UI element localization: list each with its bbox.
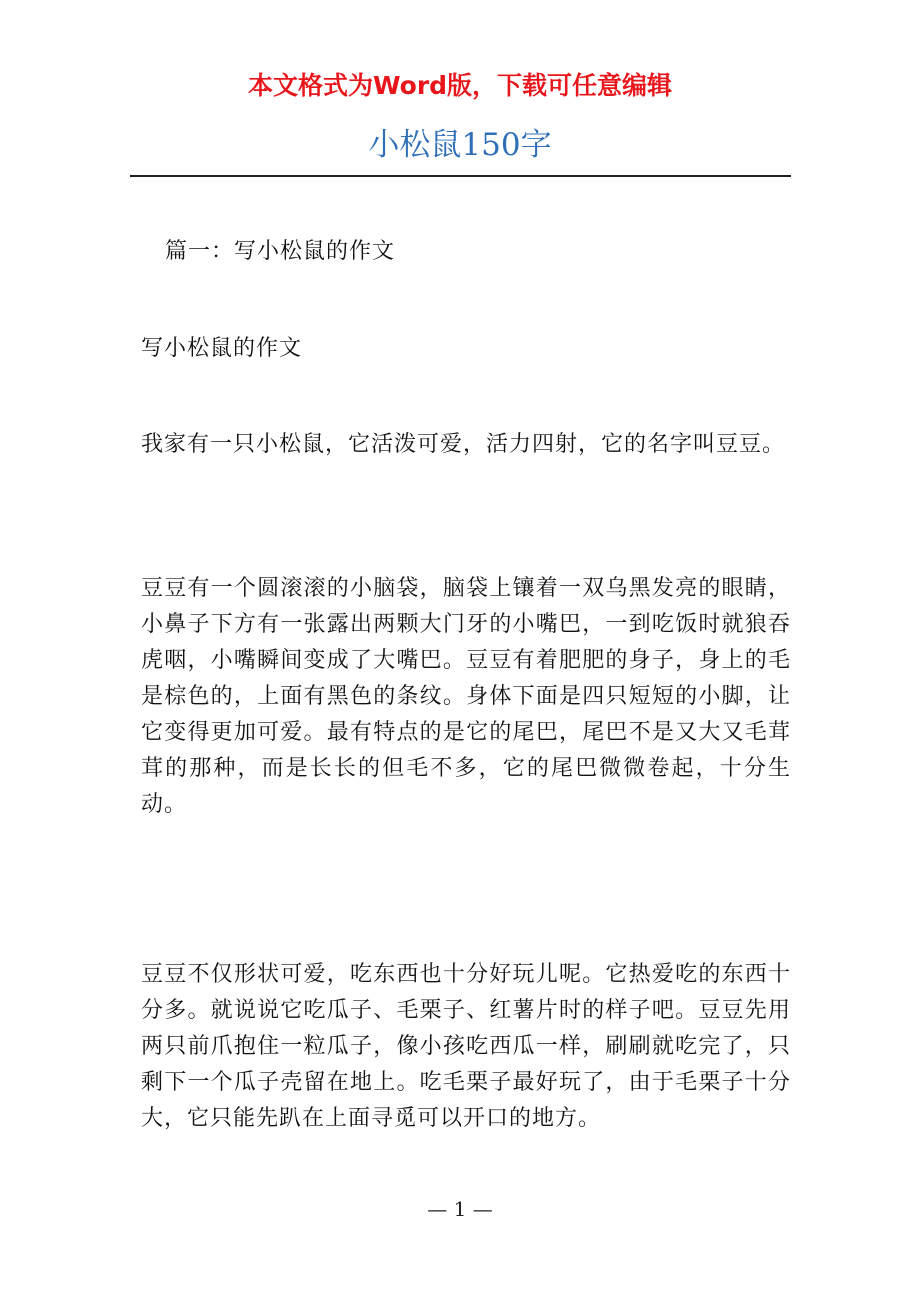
download-notice: 本文格式为Word版，下载可任意编辑	[247, 71, 673, 100]
paragraph-1: 我家有一只小松鼠，它活泼可爱，活力四射，它的名字叫豆豆。	[141, 432, 786, 457]
section-heading: 篇一：写小松鼠的作文	[165, 239, 396, 264]
title-divider	[130, 175, 791, 177]
paragraph-2: 豆豆有一个圆滚滚的小脑袋，脑袋上镶着一双乌黑发亮的眼睛，小鼻子下方有一张露出两颗大门牙的小嘴巴，一到吃饭时就狼吞虎咽，小嘴瞬间变成了大嘴巴。豆豆有着肥肥的身子，身上的毛是棕色的，上面有黑色的条纹。身体下面是四只短短的小脚，让它变得更加可爱。最有特点的是它的尾巴，尾巴不是又大又毛茸茸的那种，而是长长的但毛不多，它的尾巴微微卷起，十分生动。	[141, 576, 791, 817]
document-title: 小松鼠150字	[368, 127, 552, 163]
paragraph-3: 豆豆不仅形状可爱，吃东西也十分好玩儿呢。它热爱吃的东西十分多。就说说它吃瓜子、毛栗子、红薯片时的样子吧。豆豆先用两只前爪抱住一粒瓜子，像小孩吃西瓜一样，刷刷就吃完了，只剩下一个瓜子壳留在地上。吃毛栗子最好玩了，由于毛栗子十分大，它只能先趴在上面寻觅可以开口的地方。	[141, 962, 791, 1131]
page-number: — 1 —	[427, 1197, 493, 1221]
essay-title: 写小松鼠的作文	[141, 336, 303, 361]
